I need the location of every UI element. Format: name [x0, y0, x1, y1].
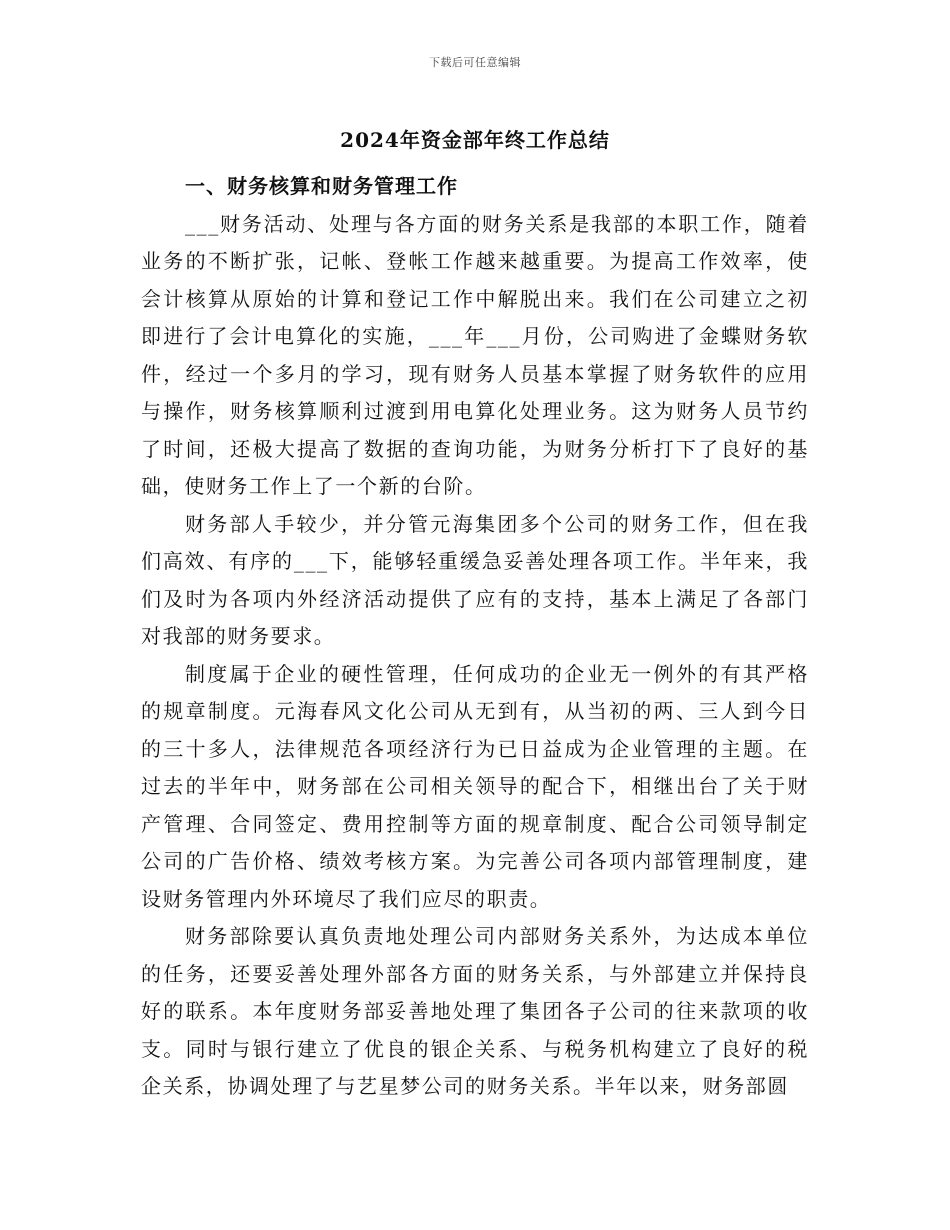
document-body — [141, 168, 809, 1106]
document-title: 2024年资金部年终工作总结 — [340, 128, 610, 152]
header-note: 下载后可任意编辑 — [429, 56, 521, 69]
paragraph-4: 财务部除要认真负责地处理公司内部财务关系外，为达成本单位的任务，还要妥善处理外部各方面的财务关系，与外部建立并保持良好的联系。本年度财务部妥善地处理了集团各子公司的往来款项的收支。同时与银行建立了优良的银企关系、与税务机构建立了良好的税企关系，协调处理了与艺星梦公司的财务关系。半年以来，财务部圆 — [141, 924, 809, 1098]
section-heading: 一、财务核算和财务管理工作 — [185, 174, 458, 198]
paragraph-2: 财务部人手较少，并分管元海集团多个公司的财务工作，但在我们高效、有序的___下，能够轻重缓急妥善处理各项工作。半年来，我们及时为各项内外经济活动提供了应有的支持，基本上满足了各部门对我部的财务要求。 — [141, 511, 809, 648]
paragraph-1: ___财务活动、处理与各方面的财务关系是我部的本职工作，随着业务的不断扩张，记帐、登帐工作越来越重要。为提高工作效率，使会计核算从原始的计算和登记工作中解脱出来。我们在公司建立之初即进行了会计电算化的实施，___年___月份，公司购进了金蝶财务软件，经过一个多月的学习，现有财务人员基本掌握了财务软件的应用与操作，财务核算顺利过渡到用电算化处理业务。这为财务人员节约了时间，还极大提高了数据的查询功能，为财务分析打下了良好的基础，使财务工作上了一个新的台阶。 — [141, 211, 809, 498]
paragraph-3: 制度属于企业的硬性管理，任何成功的企业无一例外的有其严格的规章制度。元海春风文化公司从无到有，从当初的两、三人到今日的三十多人，法律规范各项经济行为已日益成为企业管理的主题。在过去的半年中，财务部在公司相关领导的配合下，相继出台了关于财产管理、合同签定、费用控制等方面的规章制度、配合公司领导制定公司的广告价格、绩效考核方案。为完善公司各项内部管理制度，建设财务管理内外环境尽了我们应尽的职责。 — [141, 661, 809, 911]
